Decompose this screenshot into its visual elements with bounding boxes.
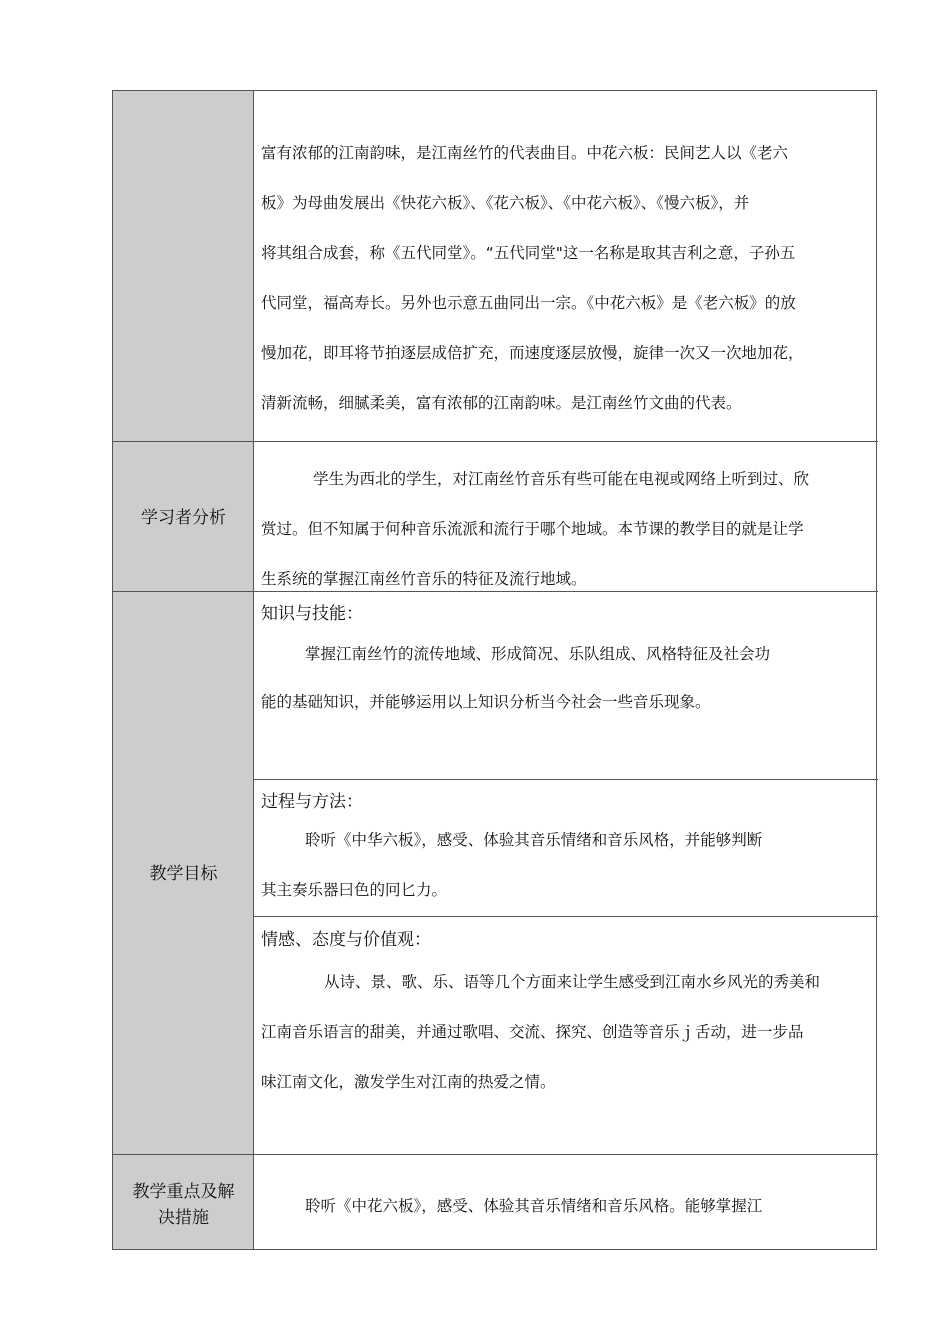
emotion-line: 味江南文化，激发学生对江南的热爱之情。: [261, 1073, 556, 1091]
learner-line: 学生为西北的学生，对江南丝竹音乐有些可能在电视或网络上听到过、欣: [313, 470, 810, 488]
intro-line: 板》为母曲发展出《快花六板》、《花六板》、《中花六板》、《慢六板》，并: [261, 194, 750, 212]
key-points-label: 教学重点及解: [132, 1182, 235, 1202]
row-divider: [113, 1154, 878, 1155]
emotion-line: 江南音乐语言的甜美，并通过歌唱、交流、探究、创造等音乐ｊ舌动，进一步品: [261, 1023, 804, 1041]
learner-analysis-label: 学习者分析: [141, 508, 226, 528]
label-column: [113, 91, 254, 1249]
learner-line: 生系统的掌握江南丝竹音乐的特征及流行地域。: [261, 570, 587, 588]
intro-line: 代同堂，福高寿长。另外也示意五曲同出一宗。《中花六板》是《老六板》的放: [261, 294, 796, 312]
intro-line: 慢加花，即耳将节拍逐层成倍扩充，而速度逐层放慢，旋律一次又一次地加花，: [261, 344, 804, 362]
lesson-plan-table: [112, 90, 877, 1250]
row-divider: [113, 441, 878, 442]
teaching-objectives-label: 教学目标: [149, 864, 218, 884]
intro-line: 清新流畅，细腻柔美，富有浓郁的江南韵味。是江南丝竹文曲的代表。: [261, 394, 742, 412]
emotion-heading: 情感、态度与价值观：: [261, 930, 431, 950]
process-line: 聆听《中华六板》，感受、体验其音乐情绪和音乐风格，并能够判断: [305, 831, 763, 849]
key-points-label: 决措施: [158, 1208, 209, 1228]
knowledge-line: 能的基础知识，并能够运用以上知识分析当今社会一些音乐现象。: [261, 693, 711, 711]
subrow-divider: [254, 916, 878, 917]
subrow-divider: [254, 779, 878, 780]
knowledge-line: 掌握江南丝竹的流传地域、形成简况、乐队组成、风格特征及社会功: [305, 645, 771, 663]
knowledge-heading: 知识与技能：: [261, 604, 363, 624]
learner-line: 赏过。但不知属于何种音乐流派和流行于哪个地域。本节课的教学目的就是让学: [261, 520, 804, 538]
intro-line: 将其组合成套，称《五代同堂》。“五代同堂"这一名称是取其吉利之意，子孙五: [261, 244, 796, 262]
row-divider: [113, 591, 878, 592]
emotion-line: 从诗、景、歌、乐、语等几个方面来让学生感受到江南水乡风光的秀美和: [324, 973, 821, 991]
intro-line: 富有浓郁的江南韵味，是江南丝竹的代表曲目。中花六板：民间艺人以《老六: [261, 144, 789, 162]
process-heading: 过程与方法：: [261, 792, 363, 812]
key-points-text: 聆听《中花六板》，感受、体验其音乐情绪和音乐风格。能够掌握江: [305, 1197, 763, 1215]
process-line: 其主奏乐器曰色的冋匕力。: [261, 881, 448, 899]
